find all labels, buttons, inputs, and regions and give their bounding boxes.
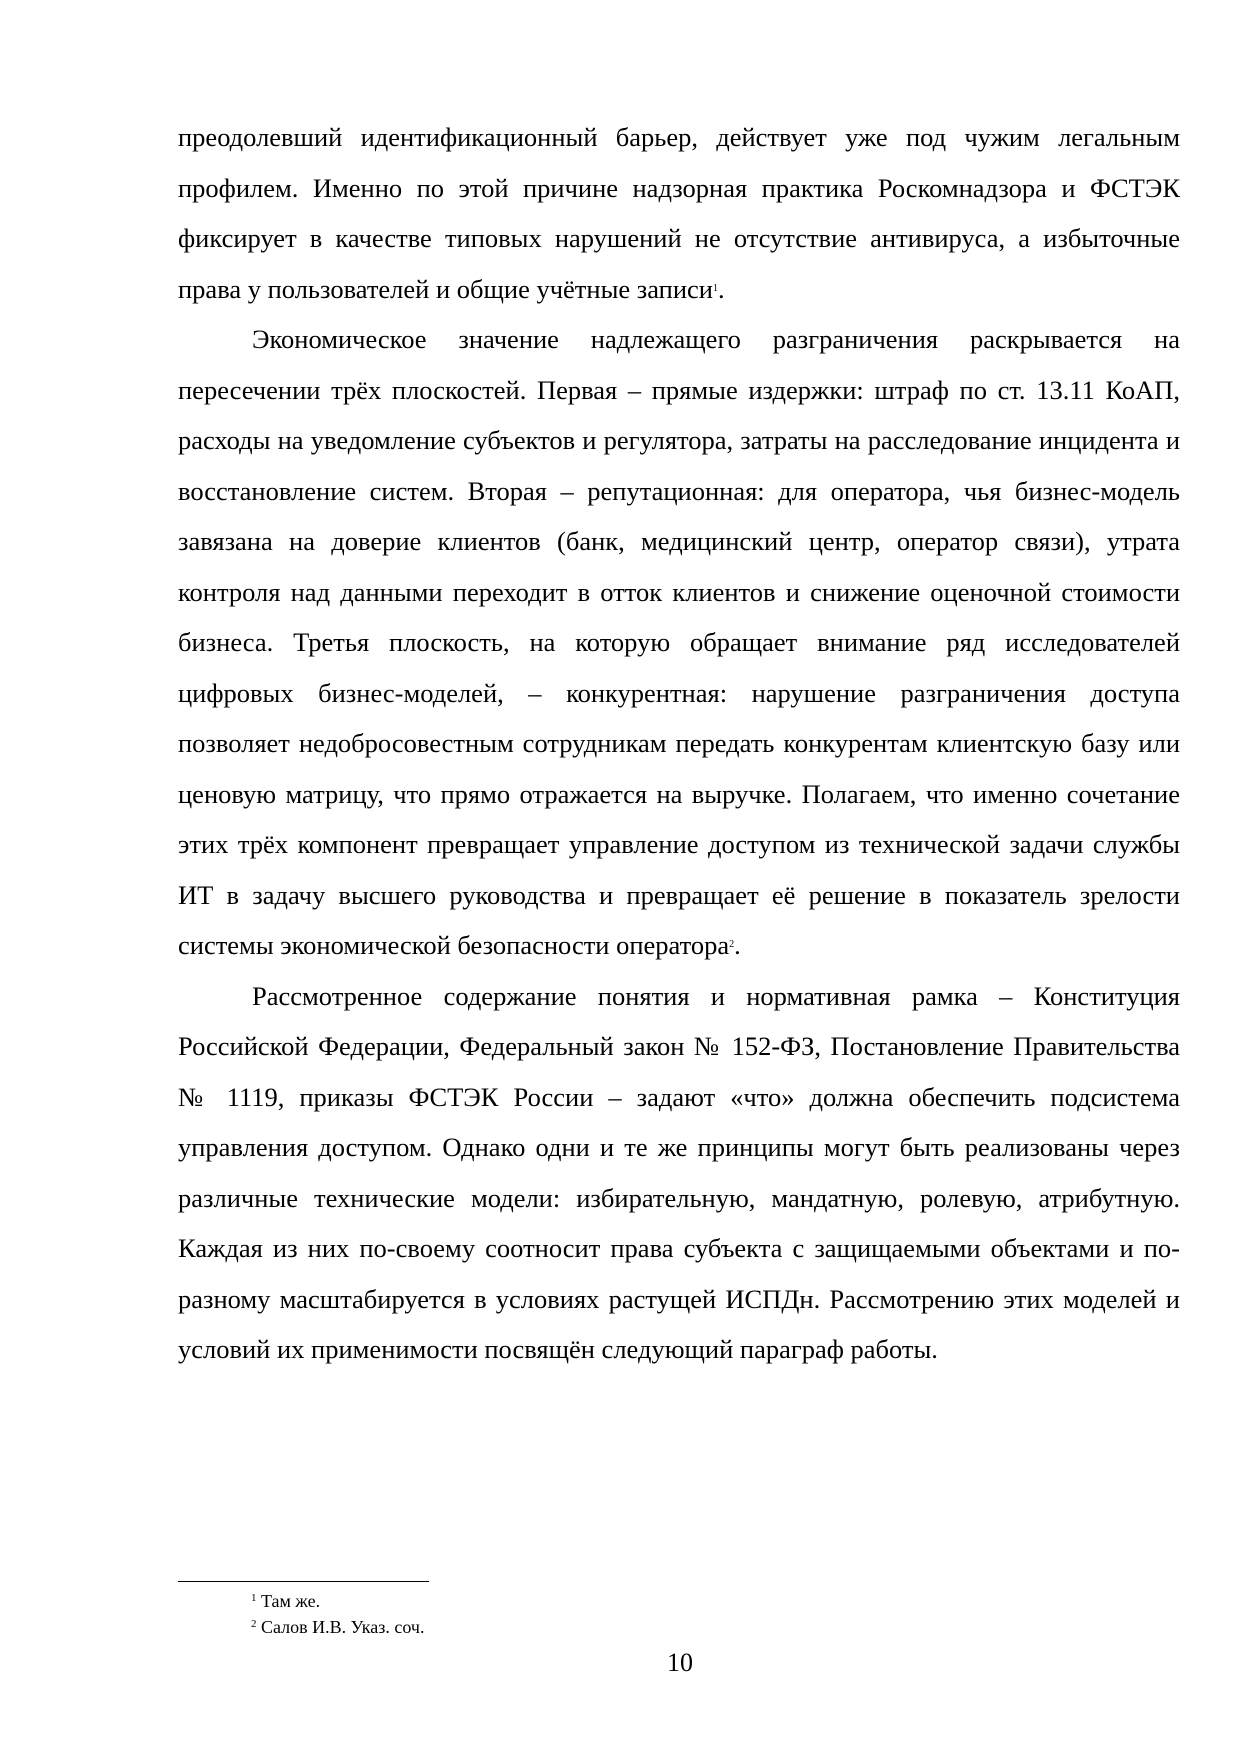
- paragraph-conclusion: Рассмотренное содержание понятия и нормативная рамка – Конституция Российской Федерации, Федеральный закон № 152-ФЗ, Постановление Правительства № 1119, приказы ФСТЭК России – задают «что» должна обеспечить подсистема управления доступом. Однако одни и те же принципы могут быть реализованы через различные технические модели: избирательную, мандатную, ролевую, атрибутную. Каждая из них по-своему соотносит права субъекта с защищаемыми объектами и по-разному масштабируется в условиях растущей ИСПДн. Рассмотрению этих моделей и условий их применимости посвящён следующий параграф работы.: [178, 980, 1180, 1364]
- footnote-number: 1: [251, 1592, 257, 1604]
- footnote-item: [251, 1614, 1151, 1640]
- paragraph-text: Экономическое значение надлежащего разграничения раскрывается на пересечении трёх плоскостей. Первая – прямые издержки: штраф по ст. 13.11 КоАП, расходы на уведомление субъектов и регулятора, затраты на расследование инцидента и восстановление систем. Вторая – репутационная: для оператора, чья бизнес-модель завязана на доверие клиентов (банк, медицинский центр, оператор связи), утрата контроля над данными переходит в отток клиентов и снижение оценочной стоимости бизнеса. Третья плоскость, на которую обращает внимание ряд исследователей цифровых бизнес-моделей, – конкурентная: нарушение разграничения доступа позволяет недобросовестным сотрудникам передать конкурентам клиентскую базу или ценовую матрицу, что прямо отражается на выручке. Полагаем, что именно сочетание этих трёх компонент превращает управление доступом из технической задачи службы ИТ в задачу высшего руководства и превращает её решение в показатель зрелости системы экономической безопасности оператора: [178, 324, 1180, 960]
- paragraph-punctuation: .: [717, 273, 725, 304]
- footnote-reference: 1: [712, 282, 718, 294]
- footnote-separator: [178, 1581, 429, 1582]
- footnote-text: Там же.: [256, 1591, 321, 1611]
- footnotes: [251, 1588, 1151, 1640]
- page-number: 10: [667, 1648, 693, 1677]
- paragraph-continuation: [178, 112, 1180, 314]
- footnote-reference: 2: [729, 939, 735, 951]
- footnote-text: Салов И.В. Указ. соч.: [256, 1617, 425, 1637]
- footnote-number: 2: [251, 1618, 257, 1630]
- footnote-item: [251, 1588, 1151, 1614]
- paragraph-economic-significance: [178, 314, 1180, 971]
- paragraph-punctuation: .: [734, 930, 741, 960]
- paragraph-text: преодолевший идентификационный барьер, действует уже под чужим легальным профилем. Именно по этой причине надзорная практика Роскомнадзора и ФСТЭК фиксирует в качестве типовых нарушений не отсутствие антивируса, а избыточные права у пользователей и общие учётные записи: [178, 122, 1180, 304]
- body-text: [178, 112, 1180, 1375]
